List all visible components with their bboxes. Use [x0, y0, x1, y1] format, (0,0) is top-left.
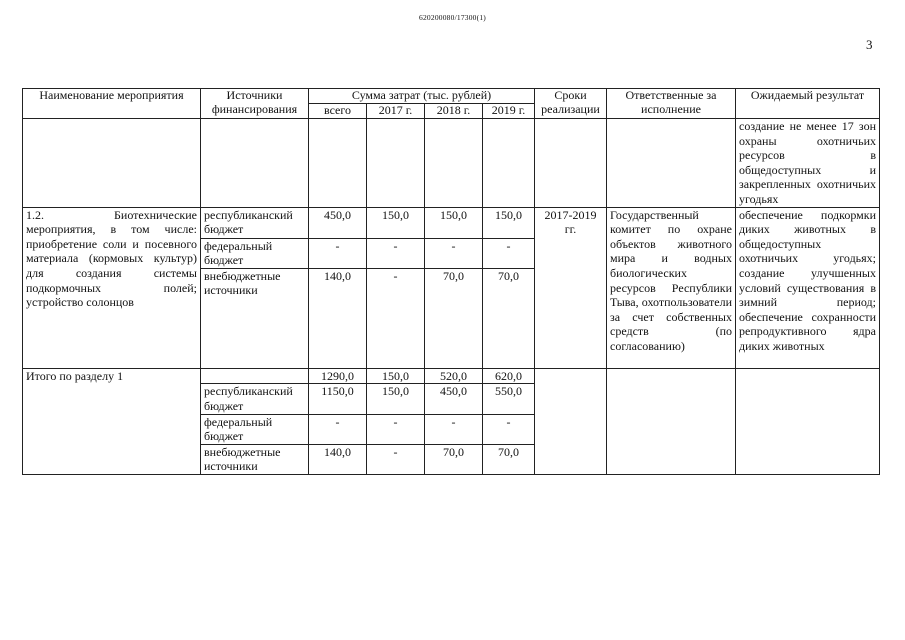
- value-cell: 140,0: [309, 268, 367, 368]
- header-name: Наименование мероприятия: [23, 89, 201, 119]
- value-cell: -: [309, 238, 367, 268]
- value-cell: 550,0: [483, 384, 535, 414]
- source-cell: внебюджетные источники: [201, 268, 309, 368]
- value-cell: 150,0: [367, 384, 425, 414]
- value-cell: 150,0: [367, 207, 425, 238]
- table-row: [23, 119, 880, 208]
- header-total: всего: [309, 104, 367, 119]
- value-cell: 620,0: [483, 368, 535, 384]
- table-header-row: [23, 89, 880, 104]
- value-cell: -: [483, 414, 535, 444]
- value-cell: 140,0: [309, 444, 367, 474]
- value-cell: -: [367, 238, 425, 268]
- header-2017: 2017 г.: [367, 104, 425, 119]
- value-cell: 450,0: [309, 207, 367, 238]
- item-result-cell: обеспечение подкормки диких животных в общедоступных охотничьих угодьях; создание улучшенных условий существования в зимний период; обеспечение сохранности репродуктивного ядра диких животных: [736, 207, 880, 368]
- value-cell: -: [483, 238, 535, 268]
- source-cell: федеральный бюджет: [201, 238, 309, 268]
- table-row: [23, 368, 880, 384]
- continued-result-cell: создание не менее 17 зон охраны охотничьих ресурсов в общедоступных и закрепленных охотничьих угодьях: [736, 119, 880, 208]
- document-id: 620200080/17300(1): [419, 13, 486, 22]
- value-cell: 70,0: [425, 268, 483, 368]
- value-cell: 70,0: [483, 444, 535, 474]
- value-cell: -: [425, 414, 483, 444]
- header-result: Ожидаемый результат: [736, 89, 880, 119]
- source-cell: республиканский бюджет: [201, 384, 309, 414]
- header-2018: 2018 г.: [425, 104, 483, 119]
- header-terms: Сроки реализации: [535, 89, 607, 119]
- source-cell: республиканский бюджет: [201, 207, 309, 238]
- value-cell: 70,0: [425, 444, 483, 474]
- value-cell: -: [367, 268, 425, 368]
- item-name-cell: 1.2. Биотехнические мероприятия, в том числе: приобретение соли и посевного материала (кормовых культур) для создания системы подкормочных полей; устройство солонцов: [23, 207, 201, 368]
- header-sources: Источники финансирования: [201, 89, 309, 119]
- summary-name-cell: Итого по разделу 1: [23, 368, 201, 474]
- value-cell: 70,0: [483, 268, 535, 368]
- value-cell: 1150,0: [309, 384, 367, 414]
- value-cell: 150,0: [483, 207, 535, 238]
- table-row: [23, 207, 880, 238]
- item-responsible-cell: Государственный комитет по охране объектов животного мира и водных биологических ресурсов Республики Тыва, охотпользователи за счет собственных средств (по согласованию): [607, 207, 736, 368]
- value-cell: 450,0: [425, 384, 483, 414]
- source-cell: внебюджетные источники: [201, 444, 309, 474]
- item-terms-cell: 2017-2019 гг.: [535, 207, 607, 368]
- source-cell: федеральный бюджет: [201, 414, 309, 444]
- value-cell: 150,0: [425, 207, 483, 238]
- header-responsible: Ответственные за исполнение: [607, 89, 736, 119]
- header-2019: 2019 г.: [483, 104, 535, 119]
- value-cell: -: [367, 444, 425, 474]
- value-cell: -: [367, 414, 425, 444]
- value-cell: -: [309, 414, 367, 444]
- page-number: 3: [866, 37, 873, 52]
- header-costs: Сумма затрат (тыс. рублей): [309, 89, 535, 104]
- value-cell: 150,0: [367, 368, 425, 384]
- value-cell: 520,0: [425, 368, 483, 384]
- measures-table: [22, 88, 880, 475]
- value-cell: 1290,0: [309, 368, 367, 384]
- value-cell: -: [425, 238, 483, 268]
